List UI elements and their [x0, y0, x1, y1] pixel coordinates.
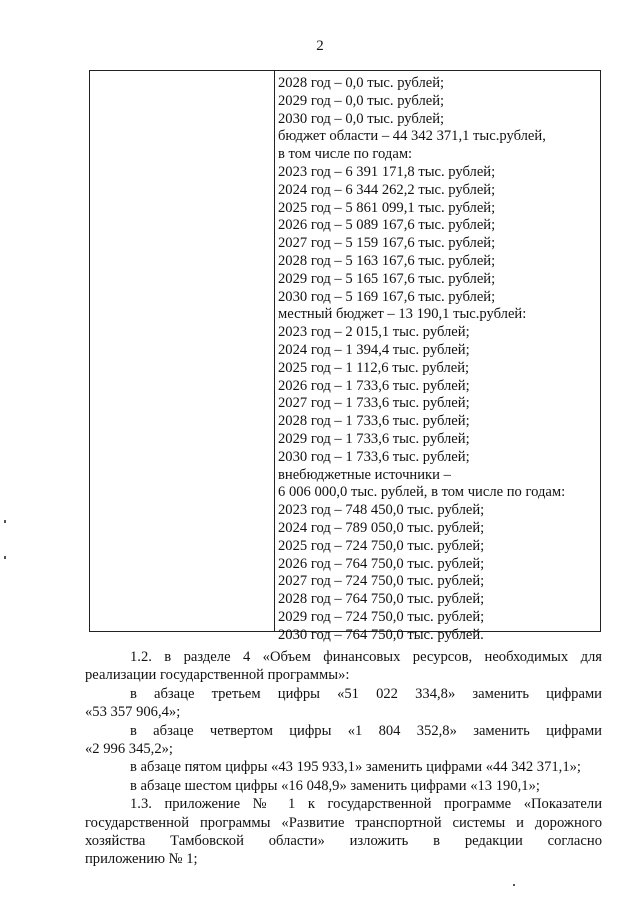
table-line: бюджет области – 44 342 371,1 тыс.рублей,	[278, 128, 546, 145]
table-line: 2026 год – 764 750,0 тыс. рублей;	[278, 555, 485, 572]
table-line: 6 006 000,0 тыс. рублей, в том числе по годам:	[278, 484, 566, 501]
table-line: 2030 год – 0,0 тыс. рублей;	[278, 110, 445, 127]
table-line: 2028 год – 764 750,0 тыс. рублей;	[278, 591, 485, 608]
item-1-3-line-3: хозяйства Тамбовской области» изложить в редакции согласно	[85, 833, 602, 850]
amendment-text	[85, 648, 602, 869]
table-line: 2023 год – 6 391 171,8 тыс. рублей;	[278, 163, 496, 180]
scan-artifact	[513, 884, 515, 886]
table-line: 2029 год – 5 165 167,6 тыс. рублей;	[278, 270, 496, 287]
item-1-2-line-2: реализации государственной программы»:	[85, 667, 350, 684]
table-line: 2027 год – 5 159 167,6 тыс. рублей;	[278, 235, 496, 252]
table-line: 2025 год – 5 861 099,1 тыс. рублей;	[278, 199, 496, 216]
table-line: 2030 год – 5 169 167,6 тыс. рублей;	[278, 288, 496, 305]
table-column-divider	[274, 71, 275, 631]
table-line: 2030 год – 764 750,0 тыс. рублей.	[278, 626, 484, 643]
para-3-line-1: в абзаце третьем цифры «51 022 334,8» заменить цифрами	[130, 685, 602, 702]
table-line: 2027 год – 724 750,0 тыс. рублей;	[278, 573, 485, 590]
page-number: 2	[316, 38, 324, 54]
para-5: в абзаце пятом цифры «43 195 933,1» заменить цифрами «44 342 371,1»;	[130, 759, 581, 776]
item-1-3-line-1: 1.3. приложение № 1 к государственной программе «Показатели	[130, 796, 602, 813]
item-1-3-line-2: государственной программы «Развитие транспортной системы и дорожного	[85, 814, 602, 831]
table-line: в том числе по годам:	[278, 146, 413, 163]
para-6: в абзаце шестом цифры «16 048,9» заменить цифрами «13 190,1»;	[130, 777, 540, 794]
table-line: 2028 год – 0,0 тыс. рублей;	[278, 75, 445, 91]
table-line: 2026 год – 5 089 167,6 тыс. рублей;	[278, 217, 496, 234]
table-line: 2025 год – 724 750,0 тыс. рублей;	[278, 537, 485, 554]
table-line: 2029 год – 0,0 тыс. рублей;	[278, 92, 445, 109]
scan-artifact	[4, 556, 6, 559]
para-3-line-2: «53 357 906,4»;	[85, 704, 181, 721]
table-line: 2024 год – 6 344 262,2 тыс. рублей;	[278, 181, 496, 198]
item-1-3-line-4: приложению № 1;	[85, 851, 198, 868]
scan-artifact	[4, 520, 6, 523]
table-line: 2030 год – 1 733,6 тыс. рублей;	[278, 448, 470, 465]
table-line: 2028 год – 5 163 167,6 тыс. рублей;	[278, 252, 496, 269]
table-line: 2023 год – 748 450,0 тыс. рублей;	[278, 502, 485, 519]
para-4-line-1: в абзаце четвертом цифры «1 804 352,8» заменить цифрами	[130, 722, 602, 739]
table-line: 2029 год – 724 750,0 тыс. рублей;	[278, 608, 485, 625]
table-line: 2024 год – 789 050,0 тыс. рублей;	[278, 519, 485, 536]
table-line: внебюджетные источники –	[278, 466, 451, 483]
table-line: 2029 год – 1 733,6 тыс. рублей;	[278, 430, 470, 447]
para-4-line-2: «2 996 345,2»;	[85, 741, 173, 758]
table-line: 2024 год – 1 394,4 тыс. рублей;	[278, 341, 470, 358]
item-1-2-line-1: 1.2. в разделе 4 «Объем финансовых ресурсов, необходимых для	[130, 649, 602, 665]
table-right-cell	[278, 75, 596, 645]
table-line: 2025 год – 1 112,6 тыс. рублей;	[278, 359, 470, 376]
table-line: 2027 год – 1 733,6 тыс. рублей;	[278, 395, 470, 412]
table-line: 2026 год – 1 733,6 тыс. рублей;	[278, 377, 470, 394]
funding-table	[89, 70, 601, 643]
table-line: 2023 год – 2 015,1 тыс. рублей;	[278, 324, 470, 341]
table-line: местный бюджет – 13 190,1 тыс.рублей:	[278, 306, 527, 323]
table-line: 2028 год – 1 733,6 тыс. рублей;	[278, 413, 470, 430]
